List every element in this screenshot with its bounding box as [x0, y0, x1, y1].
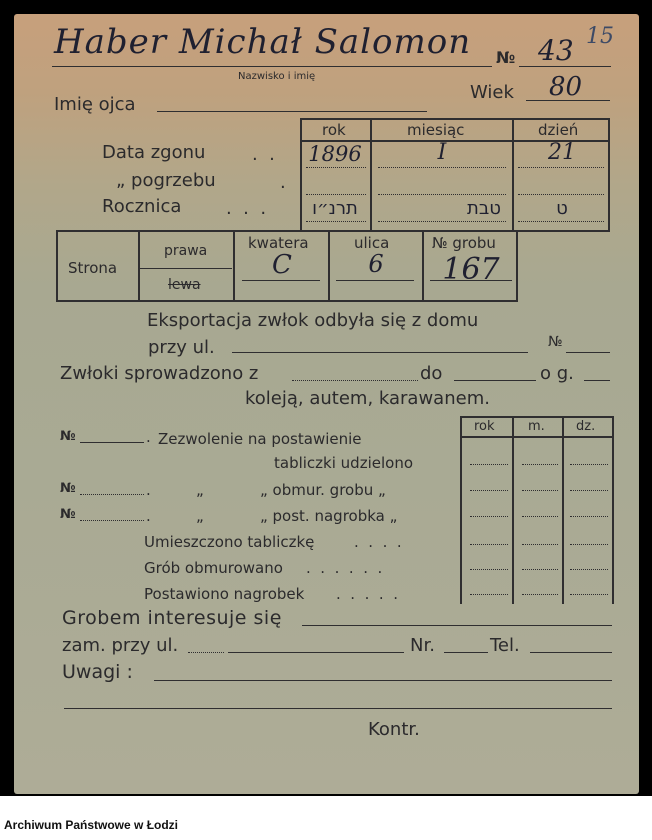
name-line	[52, 66, 492, 67]
archive-footer	[0, 796, 652, 840]
age-label: Wiek	[470, 82, 514, 103]
grob-value: 167	[442, 252, 500, 287]
kontr-label: Kontr.	[368, 719, 420, 740]
eksportacja-line2: przy ul.	[148, 337, 215, 358]
grob-obmurowano-label: Grób obmurowano	[144, 559, 283, 577]
eksportacja-line1: Eksportacja zwłok odbyła się z domu	[147, 310, 479, 331]
zgon-dzien: 21	[548, 140, 576, 165]
kwatera-label: kwatera	[248, 234, 309, 252]
number-label: №	[496, 48, 516, 67]
record-card: Haber Michał Salomon № 43 15 Nazwisko i imię Imię ojca Wiek 80 rok miesiąc dzień Data zgonu . . „ pogrzebu . Rocznica . . . 1896 I 21 תרנ״ו טבת ט Strona prawa lewa kwatera ulica № grobu C 6 167 Eksportacja zwłok odbyła się z domu przy ul. № Zwłoki sprowadzono z do o g. koleją, autem, karawanem. rok m. dz. № . Zezwolenie na postawienie tabliczki udzielono № . „ „ obmur. grobu „ № . „ „ post. nagrobka „ Umieszczono tabliczkę . . . . Grób obmurowano . . . . . . Postawiono nagrobek . . . . . Grobem interesuje się zam. przy ul. Nr. Tel. Uwagi : Kontr.	[14, 14, 639, 794]
ulica-value: 6	[368, 250, 384, 278]
name-caption: Nazwisko i imię	[238, 71, 316, 82]
permit-col-m: m.	[528, 419, 545, 434]
rocznica-dzien: ט	[556, 198, 568, 219]
father-label: Imię ojca	[54, 94, 136, 115]
number-value: 43	[538, 34, 574, 67]
umieszczono-label: Umieszczono tabliczkę	[144, 533, 315, 551]
col-dzien: dzień	[538, 121, 579, 139]
zwloki-do: do	[420, 363, 443, 384]
obmur-label: „ obmur. grobu „	[260, 481, 386, 499]
zgon-miesiac: I	[437, 140, 447, 165]
zwloki-og: o g.	[540, 363, 574, 384]
permit-no-1: №	[60, 429, 76, 444]
uwagi-label: Uwagi :	[62, 661, 133, 683]
zwloki-label: Zwłoki sprowadzono z	[60, 363, 259, 384]
father-line	[157, 111, 427, 112]
nr-label: Nr.	[410, 635, 435, 656]
grobem-label: Grobem interesuje się	[62, 607, 282, 629]
grob-label: № grobu	[432, 234, 496, 252]
ditto-3: „	[196, 507, 204, 525]
ulica-label: ulica	[354, 234, 390, 252]
row-rocznica: Rocznica	[102, 196, 182, 217]
zgon-rok: 1896	[308, 142, 362, 166]
row-data-zgonu: Data zgonu	[102, 142, 206, 163]
strona-label: Strona	[68, 259, 118, 277]
permit-col-rok: rok	[474, 419, 495, 434]
postawiono-label: Postawiono nagrobek	[144, 585, 305, 603]
permits-table	[460, 416, 614, 604]
rocznica-miesiac: טבת	[467, 198, 501, 219]
kwatera-value: C	[272, 250, 292, 280]
archive-label: Archiwum Państwowe w Łodzi	[4, 818, 179, 832]
col-miesiac: miesiąc	[407, 121, 465, 139]
row-pogrzebu: „ pogrzebu	[116, 170, 216, 191]
lewa-label: lewa	[168, 277, 201, 293]
ditto-2: „	[196, 481, 204, 499]
age-value: 80	[549, 72, 583, 102]
zezwolenie-label: Zezwolenie na postawienie	[158, 430, 362, 448]
permit-col-dz: dz.	[576, 419, 596, 434]
prawa-label: prawa	[164, 243, 208, 259]
tel-label: Tel.	[490, 635, 520, 656]
number-line	[519, 66, 611, 67]
kolej-label: koleją, autem, karawanem.	[245, 388, 490, 409]
permit-no-3: №	[60, 507, 76, 522]
rocznica-rok: תרנ״ו	[312, 198, 358, 219]
col-rok: rok	[322, 121, 346, 139]
number-overwrite: 15	[586, 24, 614, 49]
zam-label: zam. przy ul.	[62, 635, 179, 656]
eksportacja-no: №	[548, 334, 563, 350]
name-handwritten: Haber Michał Salomon	[54, 22, 472, 62]
nagrobka-label: „ post. nagrobka „	[260, 507, 398, 525]
age-line	[526, 100, 610, 101]
tabliczki-label: tabliczki udzielono	[274, 454, 413, 472]
permit-no-2: №	[60, 481, 76, 496]
